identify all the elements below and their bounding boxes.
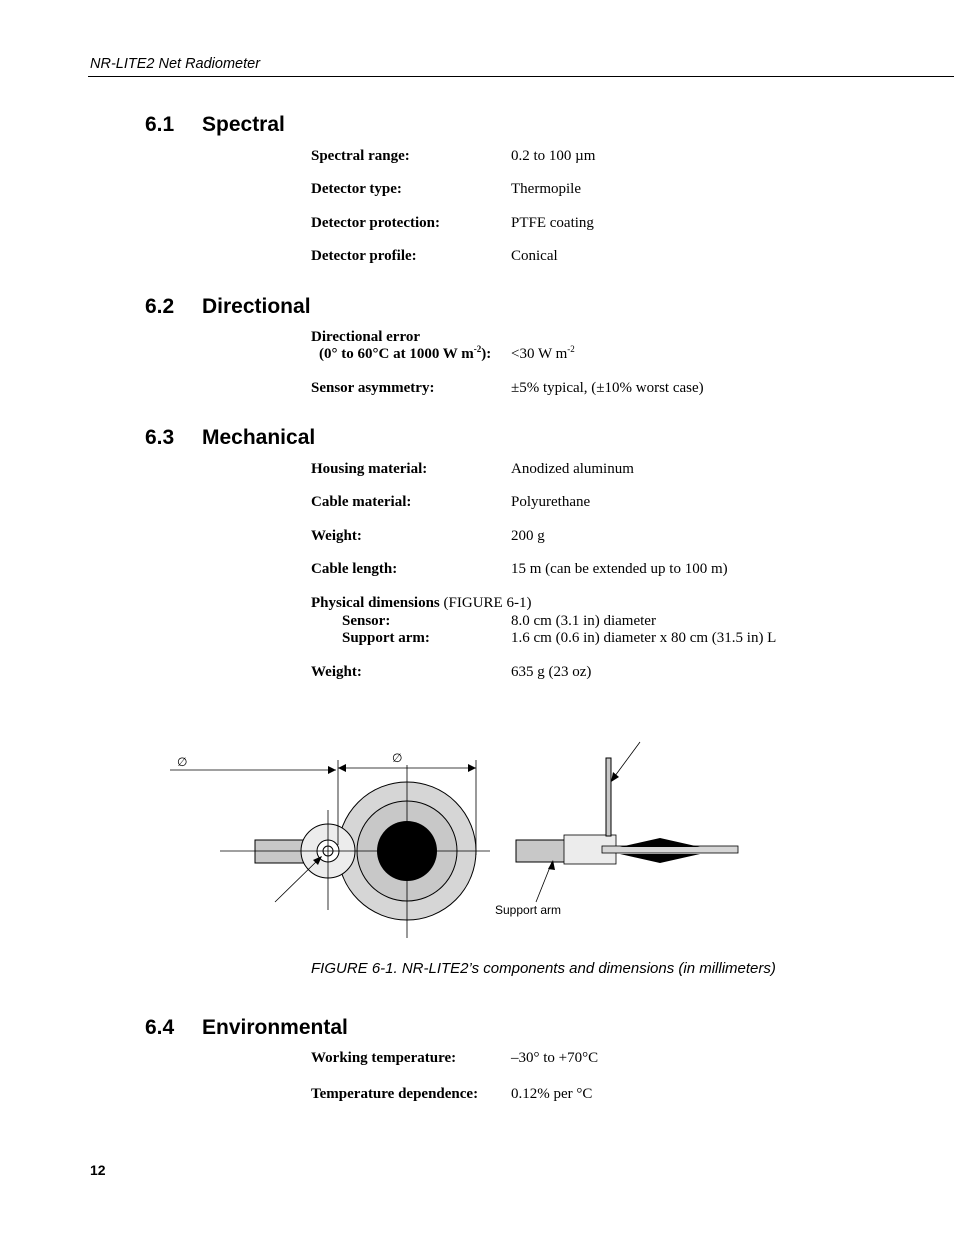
dimension-arrow <box>468 764 476 772</box>
section-number: 6.4 <box>145 1016 175 1039</box>
level-rod <box>606 758 611 836</box>
condition-text: (0° to 60°C at 1000 W m <box>319 346 474 362</box>
spec-value-cable-length: 15 m (can be extended up to 100 m) <box>511 561 728 577</box>
running-head: NR-LITE2 Net Radiometer <box>90 56 261 72</box>
spec-value-detector-profile: Conical <box>511 248 558 264</box>
section-title: Spectral <box>202 113 285 136</box>
section-title: Environmental <box>202 1016 348 1039</box>
section-title: Mechanical <box>202 426 316 449</box>
sensor-head-rod <box>602 846 738 853</box>
spec-label-housing-material: Housing material: <box>311 461 428 477</box>
spec-value-weight: 200 g <box>511 528 545 544</box>
spec-label-directional-error: Directional error <box>311 329 420 345</box>
condition-close: ): <box>481 346 492 362</box>
spec-value-cable-material: Polyurethane <box>511 494 591 510</box>
spec-value-detector-type: Thermopile <box>511 181 581 197</box>
figure-reference: (FIGURE 6-1) <box>439 595 532 611</box>
leader-arrow <box>611 772 619 782</box>
section-title: Directional <box>202 295 311 318</box>
section-number: 6.3 <box>145 426 175 449</box>
spec-label-detector-type: Detector type: <box>311 181 402 197</box>
spec-value-housing-material: Anodized aluminum <box>511 461 634 477</box>
spec-label-cable-material: Cable material: <box>311 494 412 510</box>
header-rule <box>88 76 954 77</box>
spec-label-cable-length: Cable length: <box>311 561 398 577</box>
sensor-label: Sensor: <box>342 613 391 629</box>
support-arm-side-view <box>516 840 568 862</box>
spec-label-total-weight: Weight: <box>311 664 362 680</box>
spec-label-temperature-dependence: Temperature dependence: <box>311 1086 479 1102</box>
spec-value-sensor-asymmetry: ±5% typical, (±10% worst case) <box>511 380 704 396</box>
spec-label-directional-error-condition <box>311 346 491 363</box>
dimension-arrow <box>328 766 336 774</box>
exponent: -2 <box>567 344 575 354</box>
spec-value-temperature-dependence: 0.12% per °C <box>511 1086 593 1102</box>
dimension-arrow <box>338 764 346 772</box>
spec-value-directional-error <box>511 346 575 363</box>
spec-label-detector-profile: Detector profile: <box>311 248 417 264</box>
figure-components-dimensions <box>150 730 750 950</box>
leader-line-mounting <box>275 858 320 902</box>
spec-label-weight: Weight: <box>311 528 362 544</box>
spec-label-support-arm <box>311 630 430 647</box>
section-heading-mechanical <box>145 426 315 450</box>
spec-label-physical-dimensions <box>311 595 531 612</box>
section-heading-environmental <box>145 1016 348 1040</box>
section-number: 6.1 <box>145 113 175 136</box>
support-arm-label: Support arm: <box>342 630 430 646</box>
spec-value-spectral-range: 0.2 to 100 µm <box>511 148 596 164</box>
leader-line-level <box>612 742 640 780</box>
spec-value-detector-protection: PTFE coating <box>511 215 594 231</box>
spec-label-detector-protection: Detector protection: <box>311 215 440 231</box>
sensor-cone-bottom <box>620 854 700 863</box>
spec-value-total-weight: 635 g (23 oz) <box>511 664 592 680</box>
page-number: 12 <box>90 1162 106 1178</box>
support-arm-figure-label: Support arm <box>495 903 562 917</box>
section-heading-directional <box>145 295 311 319</box>
exponent: -2 <box>473 344 482 354</box>
section-heading-spectral <box>145 113 285 137</box>
sensor-cone-top <box>620 838 700 847</box>
value-text: <30 W m <box>511 346 568 362</box>
physical-dimensions-label: Physical dimensions <box>311 595 440 611</box>
diameter-symbol-left: ∅ <box>177 755 188 769</box>
spec-value-working-temperature: –30° to +70°C <box>511 1050 599 1066</box>
spec-value-support-arm: 1.6 cm (0.6 in) diameter x 80 cm (31.5 in) L <box>511 630 777 646</box>
spec-value-sensor: 8.0 cm (3.1 in) diameter <box>511 613 656 629</box>
spec-label-spectral-range: Spectral range: <box>311 148 410 164</box>
diameter-symbol-sensor: ∅ <box>392 751 403 765</box>
spec-label-working-temperature: Working temperature: <box>311 1050 457 1066</box>
section-number: 6.2 <box>145 295 175 318</box>
figure-caption: FIGURE 6-1. NR-LITE2’s components and dimensions (in millimeters) <box>311 960 776 977</box>
spec-label-sensor <box>311 613 390 630</box>
spec-label-sensor-asymmetry: Sensor asymmetry: <box>311 380 435 396</box>
